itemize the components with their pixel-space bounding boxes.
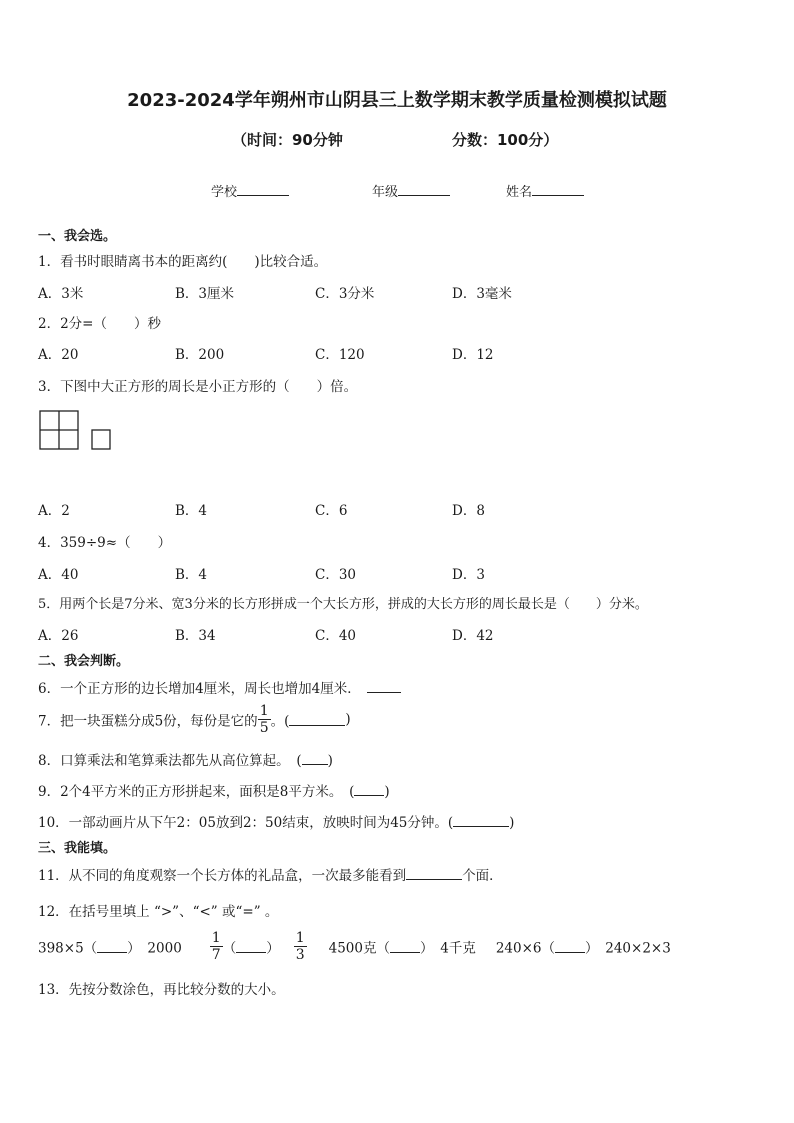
q12-fraction-2-numerator: 1 — [295, 930, 305, 946]
q6-stem: 6．一个正方形的边长增加4厘米，周长也增加4厘米． — [38, 681, 361, 697]
grade-field — [372, 181, 450, 200]
section-2-heading: 二、我会判断。 — [38, 654, 130, 669]
q7-answer-blank[interactable] — [289, 713, 345, 726]
q7-stem-c: ) — [345, 711, 351, 728]
q5-option-a[interactable]: A．26 — [38, 628, 79, 644]
q11-answer-blank[interactable] — [406, 867, 462, 880]
q7-stem-b: 。( — [270, 713, 290, 730]
q4-option-b[interactable]: B．4 — [175, 567, 208, 583]
q12-fraction-2 — [294, 930, 307, 963]
grade-blank[interactable] — [398, 182, 450, 196]
q1-option-b[interactable]: B．3厘米 — [175, 286, 235, 302]
q4-option-a[interactable]: A．40 — [38, 567, 79, 583]
q12-comparisons — [38, 930, 671, 963]
q9-row — [38, 780, 390, 800]
q3-option-a[interactable]: A．2 — [38, 503, 70, 519]
q13-stem: 13．先按分数涂色，再比较分数的大小。 — [38, 982, 285, 998]
q8-row — [38, 749, 333, 769]
q12-fraction-1-numerator: 1 — [211, 930, 221, 946]
q1-stem: 1．看书时眼睛离书本的距离约( )比较合适。 — [38, 254, 328, 270]
exam-time: （时间：90分钟 — [232, 131, 343, 149]
section-1-heading: 一、我会选。 — [38, 229, 117, 244]
exam-score: 分数：100分） — [452, 131, 559, 149]
small-square — [92, 430, 110, 449]
q10-answer-blank[interactable] — [453, 814, 509, 827]
q12-blank-2[interactable] — [236, 940, 266, 953]
q6-row — [38, 677, 401, 697]
q10-stem: 10．一部动画片从下午2：05放到2：50结束，放映时间为45分钟。( — [38, 815, 454, 831]
q3-option-c[interactable]: C．6 — [315, 503, 348, 519]
q6-answer-blank[interactable] — [367, 680, 401, 693]
name-field — [506, 181, 584, 200]
q10-end: ) — [509, 815, 515, 831]
q4-stem: 4．359÷9≈（ ） — [38, 535, 172, 551]
q2-option-c[interactable]: C．120 — [315, 347, 365, 363]
q3-option-b[interactable]: B．4 — [175, 503, 208, 519]
q8-stem: 8．口算乘法和笔算乘法都先从高位算起。 ( — [38, 753, 302, 769]
q3-stem: 3．下图中大正方形的周长是小正方形的（ ）倍。 — [38, 379, 358, 395]
grade-label: 年级 — [372, 185, 399, 200]
q12-fraction-1 — [210, 930, 223, 963]
q10-row — [38, 811, 514, 831]
name-blank[interactable] — [532, 182, 584, 196]
q1-option-d[interactable]: D．3毫米 — [452, 286, 512, 302]
q9-stem: 9．2个4平方米的正方形拼起来，面积是8平方米。 ( — [38, 784, 355, 800]
q12-stem: 12．在括号里填上 “>”、“<” 或“=” 。 — [38, 904, 279, 920]
q12-c4b: ） 240×2×3 — [585, 940, 671, 957]
school-blank[interactable] — [237, 182, 289, 196]
q7-row — [38, 703, 351, 736]
q12-c3b: ） 4千克 — [419, 940, 476, 957]
q12-blank-4[interactable] — [555, 940, 585, 953]
school-field — [211, 181, 289, 200]
q2-stem: 2．2分=（ ）秒 — [38, 316, 161, 332]
q7-fraction-numerator: 1 — [259, 703, 269, 719]
q1-option-a[interactable]: A．3米 — [38, 286, 84, 302]
q1-option-c[interactable]: C．3分米 — [315, 286, 375, 302]
q8-answer-blank[interactable] — [302, 752, 328, 765]
q12-c2a: （ — [222, 940, 237, 957]
q3-squares-figure — [39, 409, 113, 451]
q12-fraction-2-denominator: 3 — [295, 947, 305, 963]
name-label: 姓名 — [506, 185, 533, 200]
q2-option-b[interactable]: B．200 — [175, 347, 225, 363]
q4-option-c[interactable]: C．30 — [315, 567, 357, 583]
q4-option-d[interactable]: D．3 — [452, 567, 485, 583]
q9-answer-blank[interactable] — [354, 783, 384, 796]
q2-option-a[interactable]: A．20 — [38, 347, 79, 363]
q5-option-b[interactable]: B．34 — [175, 628, 216, 644]
page-title: 2023-2024学年朔州市山阴县三上数学期末教学质量检测模拟试题 — [127, 90, 667, 111]
q5-option-c[interactable]: C．40 — [315, 628, 357, 644]
q12-c4a: 240×6（ — [495, 940, 555, 957]
q9-end: ) — [384, 784, 390, 800]
q12-c1b: ） 2000 — [127, 940, 182, 957]
q12-c1a: 398×5（ — [38, 940, 98, 957]
q3-option-d[interactable]: D．8 — [452, 503, 485, 519]
q5-option-d[interactable]: D．42 — [452, 628, 494, 644]
q8-end: ) — [327, 753, 333, 769]
section-3-heading: 三、我能填。 — [38, 841, 117, 856]
q11-stem-b: 个面． — [462, 868, 503, 884]
q12-blank-3[interactable] — [390, 940, 420, 953]
q12-c3a: 4500克（ — [328, 940, 390, 957]
q5-stem: 5．用两个长是7分米、宽3分米的长方形拼成一个大长方形，拼成的大长方形的周长最长是（ ）分米。 — [38, 597, 648, 612]
q7-stem-a: 7．把一块蛋糕分成5份，每份是它的 — [38, 713, 258, 730]
q12-blank-1[interactable] — [97, 940, 127, 953]
q12-c2b: ） — [266, 940, 280, 957]
q2-option-d[interactable]: D．12 — [452, 347, 494, 363]
school-label: 学校 — [211, 185, 238, 200]
q11-row — [38, 864, 503, 884]
q7-fraction — [258, 703, 271, 736]
q11-stem-a: 11．从不同的角度观察一个长方体的礼品盒，一次最多能看到 — [38, 868, 407, 884]
q12-fraction-1-denominator: 7 — [211, 947, 221, 963]
q7-fraction-denominator: 5 — [259, 720, 269, 736]
